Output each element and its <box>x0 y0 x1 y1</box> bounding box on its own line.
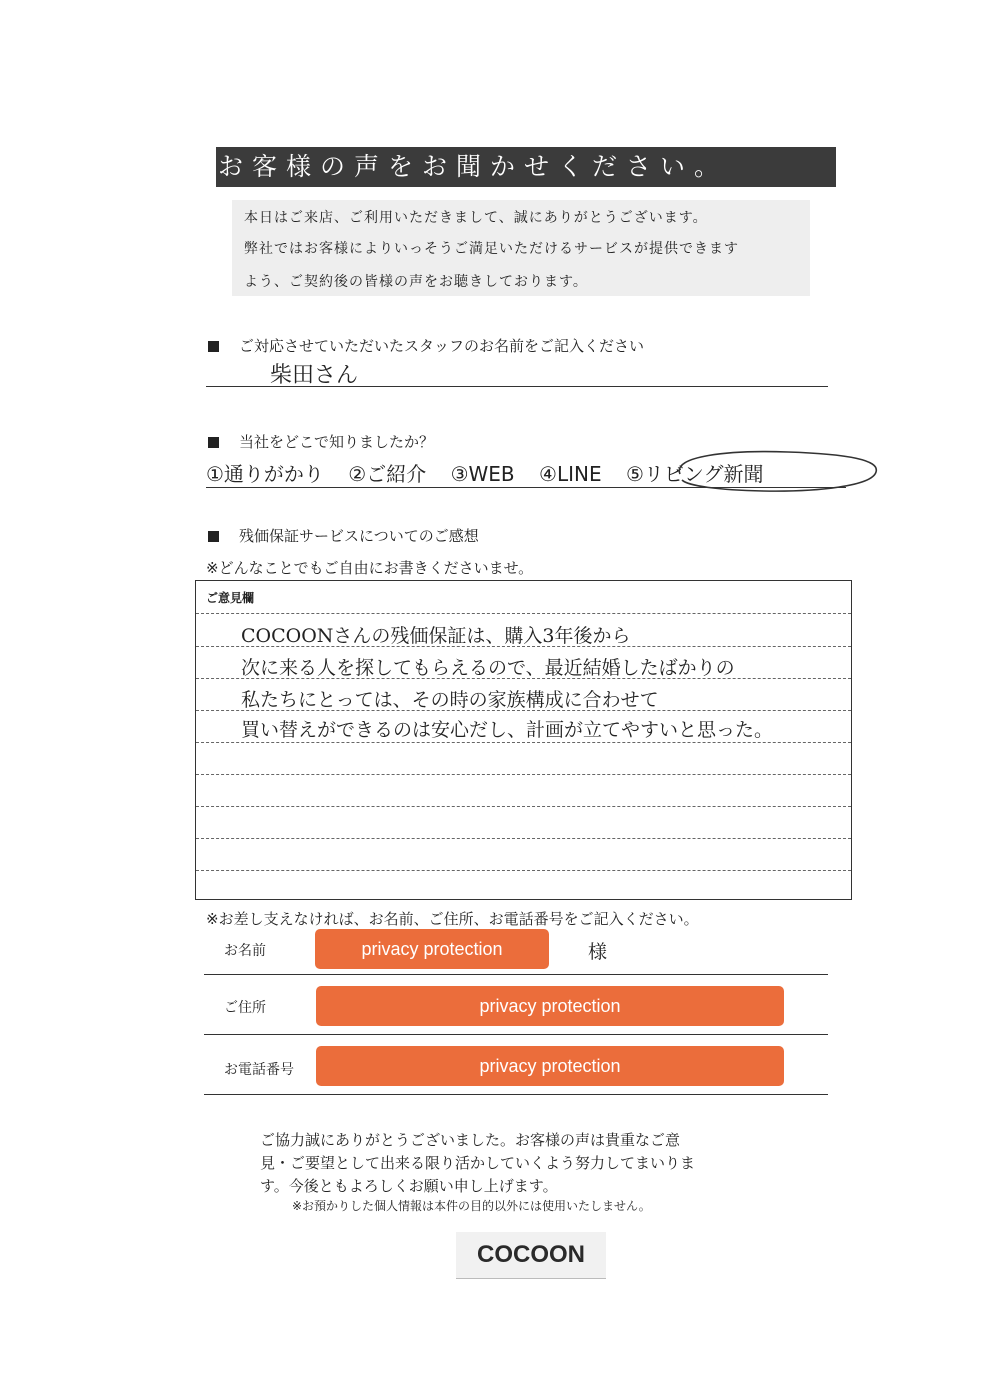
honorific-label: 様 <box>588 941 608 963</box>
staff-question-label: ご対応させていただいたスタッフのお名前をご記入ください <box>239 337 645 355</box>
closing-line: す。今後ともよろしくお願い申し上げます。 <box>260 1177 558 1195</box>
contact-note: ※お差し支えなければ、お名前、ご住所、お電話番号をご記入ください。 <box>206 910 699 928</box>
comment-box-label: ご意見欄 <box>206 591 255 605</box>
closing-line: ご協力誠にありがとうございました。お客様の声は貴重なご意 <box>260 1131 681 1149</box>
closing-line: 見・ご要望として出来る限り活かしていくよう努力してまいりま <box>260 1154 696 1172</box>
impression-question-heading <box>208 525 479 546</box>
name-label: お名前 <box>224 943 266 959</box>
phone-line <box>204 1094 828 1095</box>
address-label: ご住所 <box>224 1000 266 1016</box>
phone-field[interactable]: privacy protection <box>316 1046 784 1086</box>
option-living-newspaper[interactable]: ⑤リビング新聞 <box>625 462 764 486</box>
impression-question-label: 残価保証サービスについてのご感想 <box>239 527 479 545</box>
intro-line: 弊社ではお客様によりいっそうご満足いただけるサービスが提供できます <box>244 241 739 257</box>
option-referral[interactable]: ②ご紹介 <box>348 462 427 486</box>
name-line <box>204 974 828 975</box>
options-underline <box>206 487 846 488</box>
staff-question-heading <box>208 335 644 356</box>
ruled-line <box>196 870 851 871</box>
ruled-line <box>196 806 851 807</box>
page-title: お客様の声をお聞かせください。 <box>216 147 836 187</box>
ruled-line <box>196 613 851 614</box>
selection-circle-icon <box>668 446 883 498</box>
ruled-line <box>196 774 851 775</box>
staff-name-answer[interactable]: 柴田さん <box>270 363 359 388</box>
option-passing-by[interactable]: ①通りがかり <box>206 462 324 486</box>
square-bullet-icon <box>208 531 219 542</box>
comment-box[interactable] <box>195 580 852 900</box>
comment-line: COCOONさんの残価保証は、購入3年後から <box>241 625 631 647</box>
comment-line: 私たちにとっては、その時の家族構成に合わせて <box>241 689 659 711</box>
ruled-line <box>196 838 851 839</box>
source-question-label: 当社をどこで知りましたか？ <box>239 433 435 451</box>
phone-label: お電話番号 <box>224 1062 294 1078</box>
option-line[interactable]: ④LINE <box>539 462 602 486</box>
square-bullet-icon <box>208 437 219 448</box>
comment-line: 買い替えができるのは安心だし、計画が立てやすいと思った。 <box>241 719 774 741</box>
square-bullet-icon <box>208 341 219 352</box>
intro-line: 本日はご来店、ご利用いただきまして、誠にありがとうございます。 <box>244 210 708 226</box>
ruled-line <box>196 742 851 743</box>
option-web[interactable]: ③WEB <box>450 462 515 486</box>
source-question-heading <box>208 431 434 452</box>
intro-line: よう、ご契約後の皆様の声をお聴きしております。 <box>244 274 588 290</box>
impression-note: ※どんなことでもご自由にお書きくださいませ。 <box>206 559 534 577</box>
name-field[interactable]: privacy protection <box>315 929 549 969</box>
address-field[interactable]: privacy protection <box>316 986 784 1026</box>
address-line <box>204 1034 828 1035</box>
staff-answer-line <box>206 386 828 387</box>
cocoon-logo: COCOON <box>456 1232 606 1279</box>
comment-line: 次に来る人を探してもらえるので、最近結婚したばかりの <box>241 657 735 679</box>
privacy-note: ※お預かりした個人情報は本件の目的以外には使用いたしません。 <box>292 1199 651 1213</box>
